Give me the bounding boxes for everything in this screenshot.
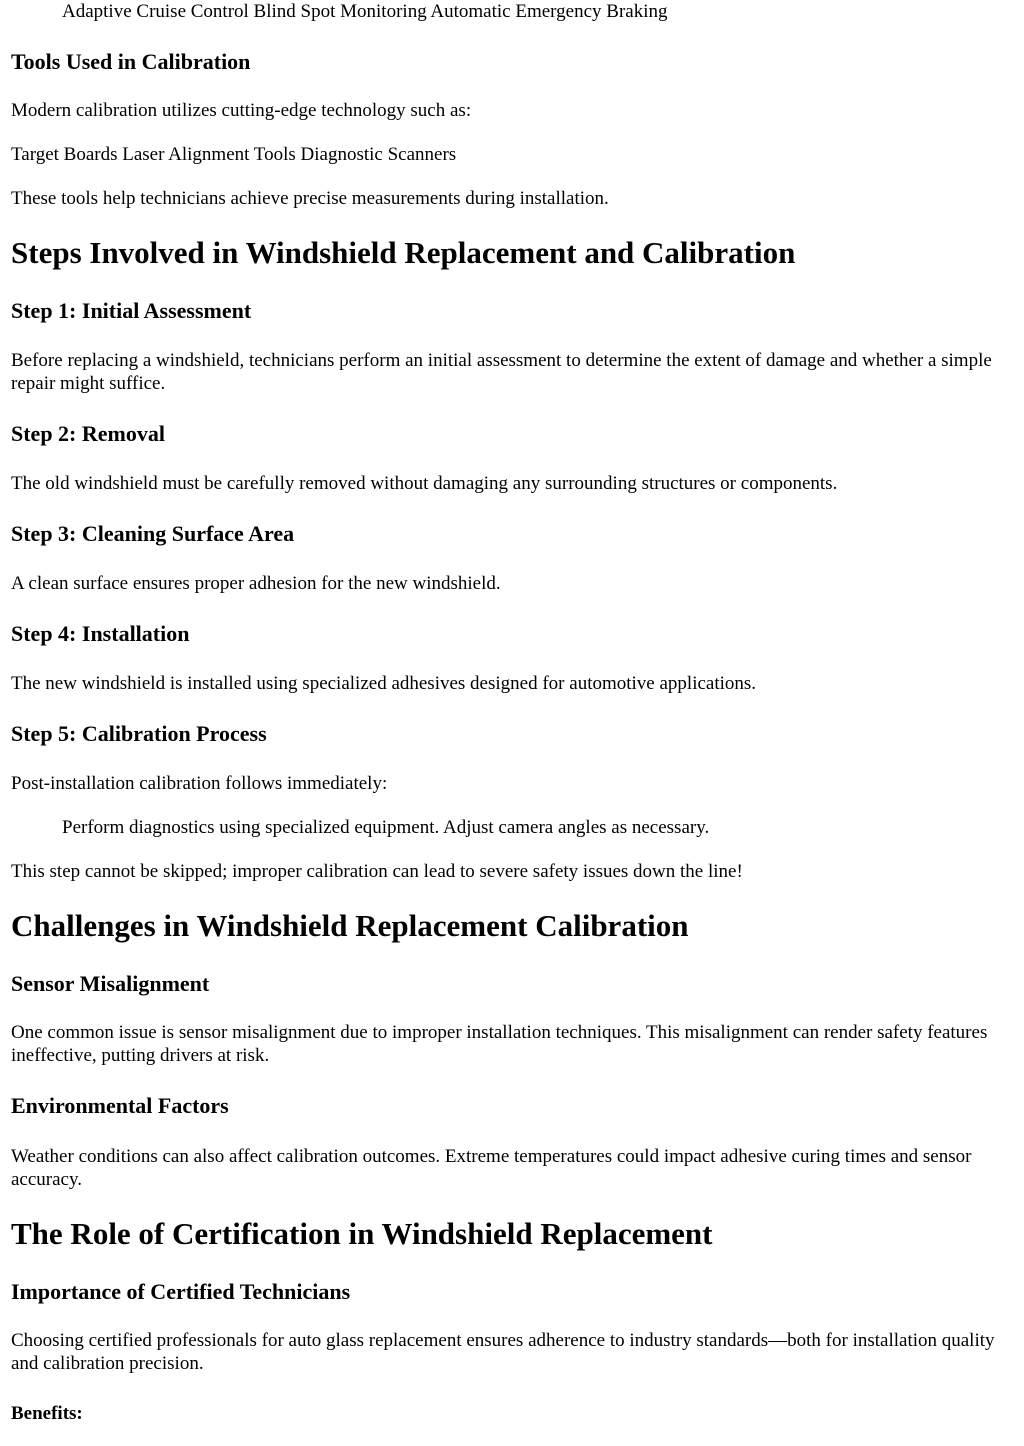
importance-body: Choosing certified professionals for auto glass replacement ensures adherence to industry standards—both for installation quality and calibration precision. [11,1330,995,1374]
step2-title: Step 2: Removal [11,421,165,446]
step5-list: Perform diagnostics using specialized equipment. Adjust camera angles as necessary. [62,817,710,838]
sensor-title: Sensor Misalignment [11,971,210,996]
importance-title: Importance of Certified Technicians [11,1279,351,1304]
sensor-body: One common issue is sensor misalignment due to improper installation techniques. This misalignment can render safety features ineffective, putting drivers at risk. [11,1022,988,1066]
steps-heading: Steps Involved in Windshield Replacement and Calibration [11,235,796,270]
tools-summary: These tools help technicians achieve precise measurements during installation. [11,188,609,209]
step3-title: Step 3: Cleaning Surface Area [11,521,295,546]
step4-title: Step 4: Installation [11,621,190,646]
step2-body: The old windshield must be carefully removed without damaging any surrounding structures or components. [11,473,838,494]
tools-intro: Modern calibration utilizes cutting-edge technology such as: [11,100,472,121]
environment-body: Weather conditions can also affect calibration outcomes. Extreme temperatures could impact adhesive curing times and sensor accuracy. [11,1146,972,1190]
environment-title: Environmental Factors [11,1093,229,1118]
tools-heading: Tools Used in Calibration [11,49,251,74]
benefits-label: Benefits: [11,1403,83,1424]
step5-warning: This step cannot be skipped; improper calibration can lead to severe safety issues down the line! [11,861,743,882]
step5-intro: Post-installation calibration follows immediately: [11,773,388,794]
certification-heading: The Role of Certification in Windshield Replacement [11,1216,713,1251]
step1-title: Step 1: Initial Assessment [11,298,252,323]
step1-body: Before replacing a windshield, technicians perform an initial assessment to determine the extent of damage and whether a simple repair might suffice. [11,350,992,394]
step5-title: Step 5: Calibration Process [11,721,267,746]
challenges-heading: Challenges in Windshield Replacement Calibration [11,908,689,943]
tools-list: Target Boards Laser Alignment Tools Diagnostic Scanners [11,144,457,165]
step4-body: The new windshield is installed using specialized adhesives designed for automotive applications. [11,673,757,694]
step3-body: A clean surface ensures proper adhesion for the new windshield. [11,573,501,594]
adas-features-list: Adaptive Cruise Control Blind Spot Monitoring Automatic Emergency Braking [62,1,668,22]
